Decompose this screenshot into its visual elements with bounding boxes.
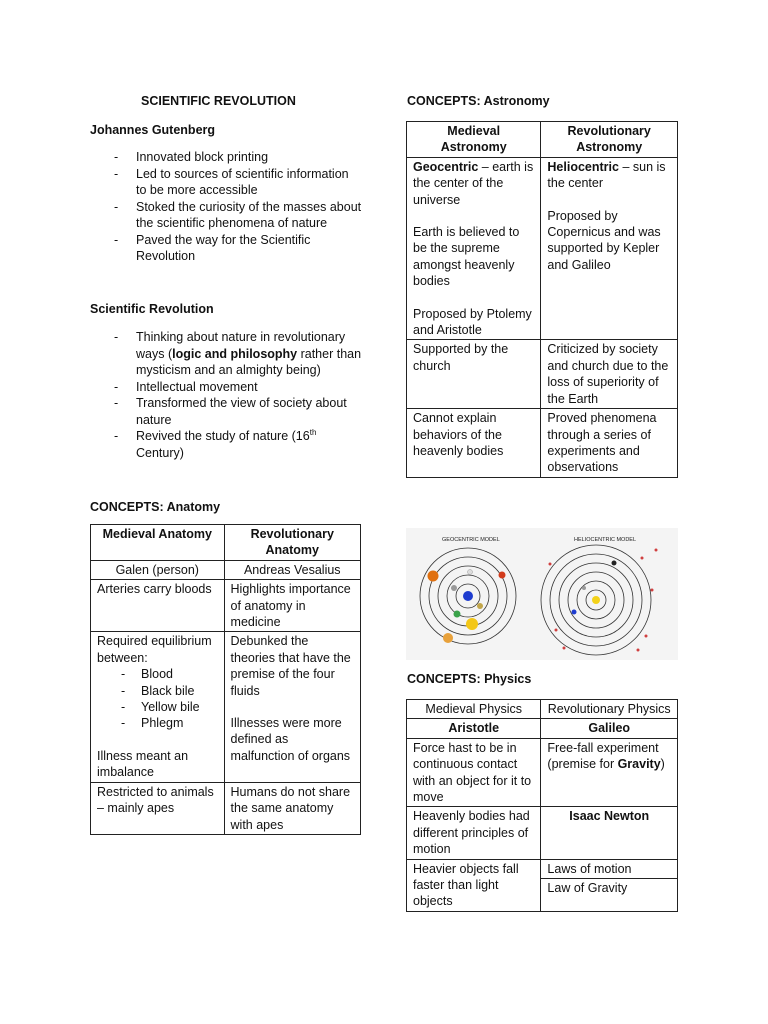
table-row bbox=[407, 340, 678, 409]
fluids-list bbox=[97, 666, 218, 732]
table-cell: Required equilibrium between: - Blood - Black bile - Yellow bile - Phlegm Illness meant an imbalance bbox=[91, 632, 225, 782]
table-row bbox=[407, 859, 678, 878]
table-cell: Force hast to be in continuous contact with an object for it to move bbox=[407, 738, 541, 807]
table-cell: Highlights importance of anatomy in medicine bbox=[224, 580, 360, 632]
scientific-revolution-list bbox=[92, 329, 362, 461]
table-cell: Heavier objects fall faster than light objects bbox=[407, 859, 541, 911]
page-title: SCIENTIFIC REVOLUTION bbox=[141, 94, 296, 108]
table-header: Medieval Anatomy bbox=[91, 525, 225, 561]
table-cell: Laws of motion bbox=[541, 859, 678, 878]
table-row bbox=[407, 719, 678, 738]
table-cell: Arteries carry bloods bbox=[91, 580, 225, 632]
table-cell: Geocentric – earth is the center of the universe Earth is believed to be the supreme amongst heavenly bodies Proposed by Ptolemy and Aristotle bbox=[407, 157, 541, 340]
table-row bbox=[407, 738, 678, 807]
table-row bbox=[407, 157, 678, 340]
list-item: - Thinking about nature in revolutionary ways (logic and philosophy rather than mysticism and an almighty being) bbox=[92, 329, 362, 379]
list-item: - Transformed the view of society about nature bbox=[92, 395, 362, 428]
list-item: - Stoked the curiosity of the masses about the scientific phenomena of nature bbox=[92, 199, 362, 232]
astronomy-table bbox=[406, 121, 678, 478]
table-row bbox=[407, 807, 678, 859]
scientific-revolution-heading: Scientific Revolution bbox=[90, 302, 214, 316]
table-cell: Supported by the church bbox=[407, 340, 541, 409]
table-cell: Cannot explain behaviors of the heavenly bodies bbox=[407, 409, 541, 478]
list-item: - Intellectual movement bbox=[92, 379, 362, 396]
table-cell: Humans do not share the same anatomy with apes bbox=[224, 782, 360, 834]
list-item: - Yellow bile bbox=[97, 699, 218, 715]
list-item: - Revived the study of nature (16th Century) bbox=[92, 428, 362, 461]
list-item: - Led to sources of scientific information to be more accessible bbox=[92, 166, 362, 199]
list-item: - Innovated block printing bbox=[92, 149, 362, 166]
table-row bbox=[91, 580, 361, 632]
table-cell: Restricted to animals – mainly apes bbox=[91, 782, 225, 834]
table-cell: Law of Gravity bbox=[541, 879, 678, 912]
list-item: - Black bile bbox=[97, 683, 218, 699]
table-header: Revolutionary Anatomy bbox=[224, 525, 360, 561]
list-item: - Phlegm bbox=[97, 715, 218, 731]
geocentric-label: GEOCENTRIC MODEL bbox=[442, 537, 500, 543]
table-header: Medieval Physics bbox=[407, 700, 541, 719]
table-cell: Galileo bbox=[541, 719, 678, 738]
gutenberg-heading: Johannes Gutenberg bbox=[90, 123, 216, 137]
table-cell: Andreas Vesalius bbox=[224, 560, 360, 579]
list-item: - Blood bbox=[97, 666, 218, 682]
geocentric-heliocentric-image bbox=[406, 528, 678, 660]
table-header: Revolutionary Astronomy bbox=[541, 122, 678, 158]
astronomy-heading: CONCEPTS: Astronomy bbox=[407, 94, 550, 108]
table-cell: Criticized by society and church due to the loss of superiority of the Earth bbox=[541, 340, 678, 409]
table-header: Revolutionary Physics bbox=[541, 700, 678, 719]
table-row bbox=[91, 560, 361, 579]
physics-heading: CONCEPTS: Physics bbox=[407, 672, 532, 686]
table-cell: Heliocentric – sun is the center Proposed by Copernicus and was supported by Kepler and Galileo bbox=[541, 157, 678, 340]
table-cell: Free-fall experiment (premise for Gravity) bbox=[541, 738, 678, 807]
table-row bbox=[91, 632, 361, 782]
table-cell: Heavenly bodies had different principles of motion bbox=[407, 807, 541, 859]
table-row bbox=[407, 122, 678, 158]
table-cell: Isaac Newton bbox=[541, 807, 678, 859]
anatomy-heading: CONCEPTS: Anatomy bbox=[90, 500, 221, 514]
table-cell: Debunked the theories that have the premise of the four fluids Illnesses were more defined as malfunction of organs bbox=[224, 632, 360, 782]
table-header: Medieval Astronomy bbox=[407, 122, 541, 158]
anatomy-table bbox=[90, 524, 361, 835]
physics-table bbox=[406, 699, 678, 912]
table-cell: Proved phenomena through a series of experiments and observations bbox=[541, 409, 678, 478]
table-row bbox=[407, 409, 678, 478]
table-row bbox=[407, 700, 678, 719]
list-item: - Paved the way for the Scientific Revolution bbox=[92, 232, 362, 265]
heliocentric-label: HELIOCENTRIC MODEL bbox=[574, 537, 637, 543]
table-cell: Galen (person) bbox=[91, 560, 225, 579]
gutenberg-list bbox=[92, 149, 362, 265]
table-row bbox=[91, 782, 361, 834]
table-row bbox=[91, 525, 361, 561]
table-cell: Aristotle bbox=[407, 719, 541, 738]
